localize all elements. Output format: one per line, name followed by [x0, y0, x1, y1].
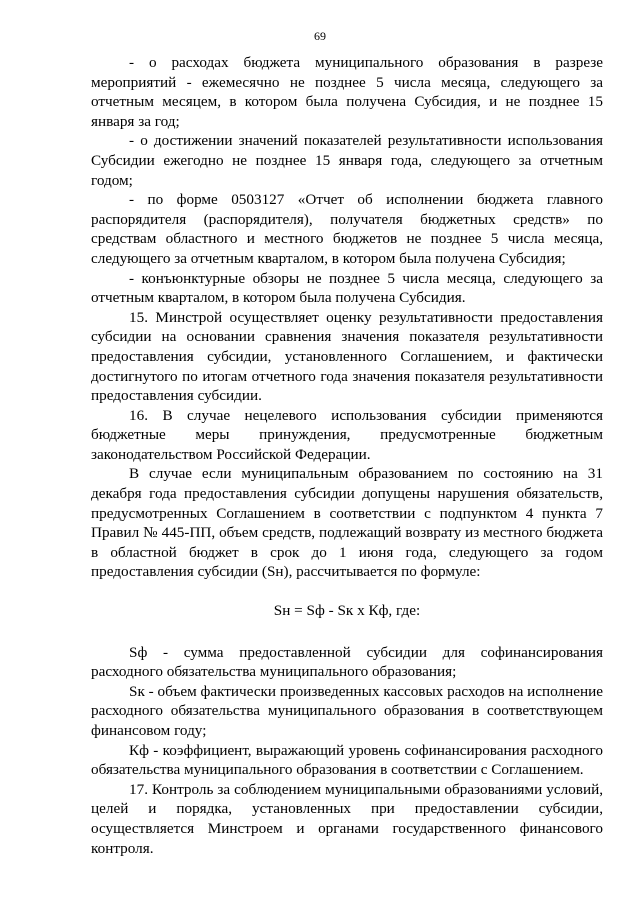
paragraph-form-0503127: - по форме 0503127 «Отчет об исполнении бюджета главного распорядителя (распорядителя), получателя бюджетных средств» по средствам областного и местного бюджетов не позднее 5 числа месяца, следующего за отчетным кварталом, в котором была получена Субсидия; — [91, 191, 603, 267]
page-number: 69 — [314, 29, 326, 43]
paragraph-item-15: 15. Минстрой осуществляет оценку результативности предоставления субсидии на основании сравнения значения показателя результативности предоставления субсидии, установленного Соглашением, и фактически достигнутого по итогам отчетного года значения показателя результативности предоставления субсидии. — [91, 308, 603, 405]
paragraph-expenses-report: - о расходах бюджета муниципального образования в разрезе мероприятий - ежемесячно не позднее 5 числа месяца, следующего за отчетным месяцем, в котором была получена Субсидия, и не позднее 15 января за год; — [91, 54, 603, 130]
paragraph-kf-definition: Кф - коэффициент, выражающий уровень софинансирования расходного обязательства муниципального образования в соответствии с Соглашением. — [91, 741, 603, 779]
document-body — [91, 53, 603, 858]
paragraph-item-17: 17. Контроль за соблюдением муниципальными образованиями условий, целей и порядка, установленных при предоставлении субсидии, осуществляется Минстроем и органами государственного финансового контроля. — [91, 780, 603, 857]
paragraph-sf-definition: Sф - сумма предоставленной субсидии для софинансирования расходного обязательства муниципального образования; — [91, 643, 603, 681]
paragraph-market-reviews: - конъюнктурные обзоры не позднее 5 числа месяца, следующего за отчетным кварталом, в котором была получена Субсидия. — [91, 269, 603, 307]
formula: Sн = Sф - Sк x Кф, где: — [273, 602, 421, 620]
paragraph-sk-definition: Sк - объем фактически произведенных кассовых расходов на исполнение расходного обязательства муниципального образования в соответствующем финансовом году; — [91, 682, 603, 739]
paragraph-item-16: 16. В случае нецелевого использования субсидии применяются бюджетные меры принуждения, предусмотренные бюджетным законодательством Российской Федерации. — [91, 406, 603, 463]
paragraph-results-report: - о достижении значений показателей результативности использования Субсидии ежегодно не позднее 15 января года, следующего за отчетным годом; — [91, 132, 603, 189]
paragraph-violation-case: В случае если муниципальным образованием по состоянию на 31 декабря года предоставления субсидии допущены нарушения обязательств, предусмотренных Соглашением в соответствии с подпунктом 4 пункта 7 Правил № 445-ПП, объем средств, подлежащий возврату из местного бюджета в областной бюджет в срок до 1 июня года, следующего за годом предоставления субсидии (Sн), рассчитывается по формуле: — [91, 465, 603, 581]
